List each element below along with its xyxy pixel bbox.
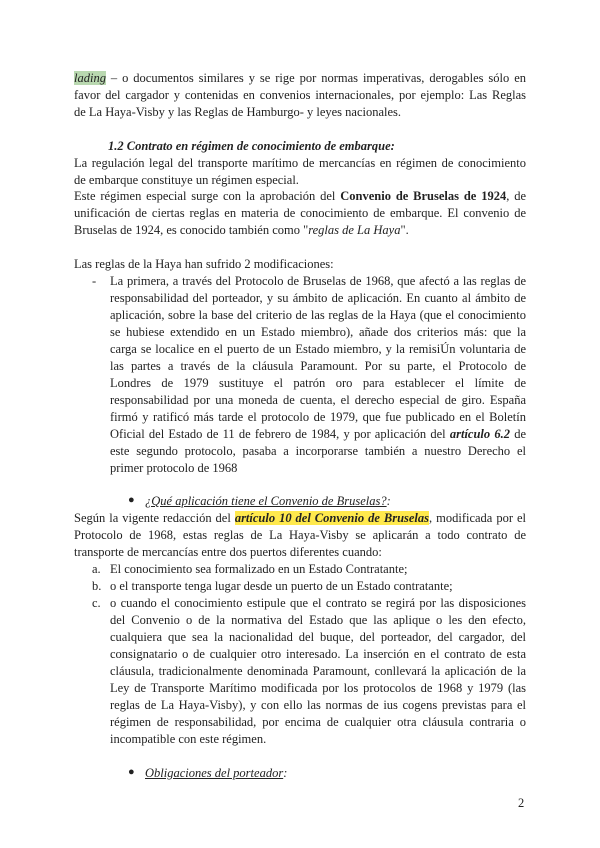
section-p1-line-2: de embarque constituye un régimen especial. (74, 173, 299, 187)
page-number: 2 (518, 796, 525, 810)
dash-marker: - (92, 274, 97, 288)
mods-line: La primera, a través del Protocolo de Bruselas de 1968, que afectó a las reglas de (110, 274, 526, 288)
list-marker-c: c. (92, 596, 101, 610)
intro-line-1: lading – o documentos similares y se rige por normas imperativas, derogables sólo en (74, 71, 526, 85)
bullet-icon: ● (128, 766, 135, 778)
q1-line-2: Protocolo de 1968, estas reglas de La Haya-Visby se aplicarán a todo contrato de (74, 528, 526, 542)
list-item-a: El conocimiento sea formalizado en un Estado Contratante; (110, 562, 408, 576)
mods-line-12: primer protocolo de 1968 (110, 461, 238, 475)
q1-line-1: Según la vigente redacción del artículo 10 del Convenio de Bruselas, modificada por el (74, 511, 526, 525)
list-item-c-line: consignatario o de cualquier otro interesado. La inserción en el contrato de esta (110, 647, 526, 661)
list-item-c-line: cláusula, tradicionalmente denominada Paramount, conllevará la aplicación de la (110, 664, 526, 678)
list-item-c: o cuando el conocimiento estipule que el contrato se regirá por las disposiciones (110, 596, 526, 610)
convenio-bruselas-bold: Convenio de Bruselas de 1924 (340, 189, 507, 203)
list-item-b: o el transporte tenga lugar desde un puerto de un Estado contratante; (110, 579, 453, 593)
mods-line: Londres de 1979 sustituye el patrón oro para establecer el límite de (110, 376, 526, 390)
section-p2-line-2: unificación de ciertas reglas en materia de conocimiento de embarque. El convenio de (74, 206, 526, 220)
mods-line: responsabilidad por una moneda de cuenta, el derecho especial de giro. España (110, 393, 526, 407)
intro-line-3: de La Haya-Visby y las Reglas de Hamburgo- y leyes nacionales. (74, 105, 402, 119)
mods-intro: Las reglas de la Haya han sufrido 2 modificaciones: (74, 257, 334, 271)
mods-line: se hubiese extendido en un Estado miembro), añade dos criterios más: que la (110, 325, 526, 339)
list-item-c-line: cualquiera que sea la nacionalidad del buque, del porteador, del cargador, del (110, 630, 526, 644)
list-item-c-line: Ley de Transporte Marítimo modificada por los protocolos de 1968 y 1979 (las (110, 681, 526, 695)
highlight-lading: lading (74, 71, 106, 85)
list-marker-a: a. (92, 562, 101, 576)
list-marker-b: b. (92, 579, 102, 593)
intro-line-2: favor del cargador y contenidas en convenios internacionales, por ejemplo: Las Reglas (74, 88, 526, 102)
bullet-icon: ● (128, 494, 135, 506)
q1-line-3: transporte de mercancías entre dos puertos diferentes cuando: (74, 545, 382, 559)
articulo-6-2-bold: artículo 6.2 (449, 427, 510, 441)
mods-line: responsabilidad del porteador, y su ámbito de aplicación. En cuanto al ámbito de (110, 291, 526, 305)
mods-line: aplicación, sobre la base del criterio de las reglas de la Haya (que el conocimiento (110, 308, 526, 322)
q2-heading: Obligaciones del porteador: (145, 766, 288, 780)
q1-heading: ¿Qué aplicación tiene el Convenio de Bruselas?: (145, 494, 391, 508)
section-p2-line-1: Este régimen especial surge con la aprobación del Convenio de Bruselas de 1924, de (74, 189, 526, 203)
mods-line-11: este segundo protocolo, pasaba a incorporarse también a nuestro Derecho el (110, 444, 526, 458)
list-item-c-line: del Convenio o de la normativa del Estado que las aplique o les den efecto, (110, 613, 526, 627)
mods-line: firmó y ratificó más tarde el protocolo de 1979, que fue publicado en el Boletín (110, 410, 526, 424)
mods-line-10: Oficial del Estado de 11 de febrero de 1984, y por aplicación del artículo 6.2 de (110, 427, 526, 441)
section-title: 1.2 Contrato en régimen de conocimiento de embarque: (108, 139, 395, 153)
mods-line: carga se localice en el puerto de un Estado miembro, y la remisiÚn voluntaria de (110, 342, 526, 356)
section-p2-line-3: Bruselas de 1924, es conocido también como "reglas de La Haya". (74, 223, 409, 237)
q2-link[interactable]: Obligaciones del porteador (145, 766, 284, 780)
mods-line: las partes a través de la cláusula Paramount. Por su parte, el Protocolo de (110, 359, 526, 373)
articulo-10-highlight: artículo 10 del Convenio de Bruselas (234, 511, 430, 525)
list-item-c-line: régimen de responsabilidad, por encima de cualquier otra cláusula contraria o (110, 715, 526, 729)
section-p1-line-1: La regulación legal del transporte marítimo de mercancías en régimen de conocimiento (74, 156, 526, 170)
list-item-c-line: reglas de La Haya-Visby), y con ello las normas de ius cogens previstas para el (110, 698, 526, 712)
reglas-haya-italic: reglas de La Haya (308, 223, 401, 237)
q1-link[interactable]: ¿Qué aplicación tiene el Convenio de Bruselas? (145, 494, 387, 508)
list-item-c-line: incompatible con este régimen. (110, 732, 267, 746)
